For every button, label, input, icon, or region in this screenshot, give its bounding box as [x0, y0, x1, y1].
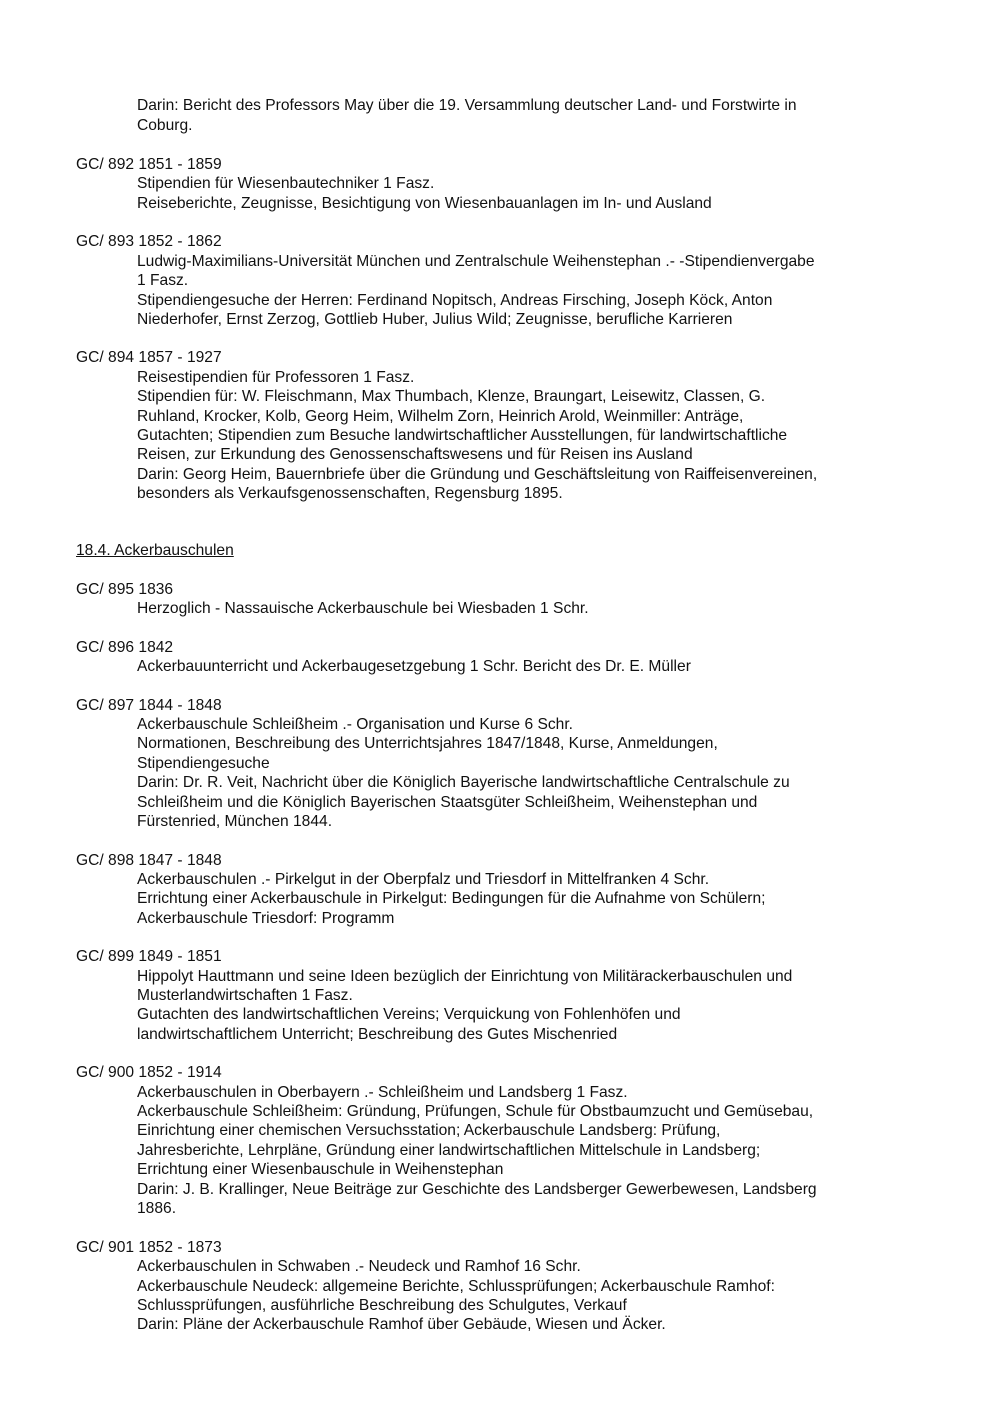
entry-line: Reisestipendien für Professoren 1 Fasz. [137, 369, 415, 386]
entry-line: Darin: Dr. R. Veit, Nachricht über die Königlich Bayerische landwirtschaftliche Centralschule zu [137, 774, 790, 791]
entry-heading: GC/ 901 1852 - 1873 [76, 1239, 222, 1256]
entry-line: Schleißheim und die Königlich Bayerischen Staatsgüter Schleißheim, Weihenstephan und [137, 794, 758, 811]
entry-line: landwirtschaftlichem Unterricht; Beschreibung des Gutes Mischenried [137, 1026, 618, 1043]
entry-line: Ackerbauschulen in Schwaben .- Neudeck und Ramhof 16 Schr. [137, 1258, 581, 1275]
entry-heading: GC/ 894 1857 - 1927 [76, 349, 222, 366]
entry-line: Normationen, Beschreibung des Unterrichtsjahres 1847/1848, Kurse, Anmeldungen, [137, 735, 718, 752]
entry-line: Schlussprüfungen, ausführliche Beschreibung des Schulgutes, Verkauf [137, 1297, 627, 1314]
entry-line: Errichtung einer Ackerbauschule in Pirkelgut: Bedingungen für die Aufnahme von Schülern; [137, 890, 766, 907]
entry-line: Darin: Georg Heim, Bauernbriefe über die Gründung und Geschäftsleitung von Raiffeisenvereinen, [137, 466, 818, 483]
entry-line: Ludwig-Maximilians-Universität München und Zentralschule Weihenstephan .- -Stipendienvergabe [137, 253, 815, 270]
entry-line: Ackerbauschule Neudeck: allgemeine Berichte, Schlussprüfungen; Ackerbauschule Ramhof: [137, 1278, 775, 1295]
entry-line: besonders als Verkaufsgenossenschaften, Regensburg 1895. [137, 485, 563, 502]
intro-line: Darin: Bericht des Professors May über die 19. Versammlung deutscher Land- und Forstwirte in [137, 97, 797, 114]
entry-line: Stipendiengesuche der Herren: Ferdinand Nopitsch, Andreas Firsching, Joseph Köck, Anton [137, 292, 773, 309]
entry-heading: GC/ 899 1849 - 1851 [76, 948, 222, 965]
entry-line: Ackerbauunterricht und Ackerbaugesetzgebung 1 Schr. Bericht des Dr. E. Müller [137, 658, 691, 675]
entry-heading: GC/ 895 1836 [76, 581, 174, 598]
entry-line: 1886. [137, 1200, 177, 1217]
entry-line: Ruhland, Krocker, Kolb, Georg Heim, Wilhelm Zorn, Heinrich Arold, Weinmiller: Anträge, [137, 408, 744, 425]
entry-line: Stipendien für Wiesenbautechniker 1 Fasz. [137, 175, 435, 192]
entry-line: Darin: Pläne der Ackerbauschule Ramhof über Gebäude, Wiesen und Äcker. [137, 1316, 666, 1333]
entry-line: 1 Fasz. [137, 272, 189, 289]
section-heading: 18.4. Ackerbauschulen [76, 542, 234, 559]
entry-heading: GC/ 896 1842 [76, 639, 174, 656]
entry-line: Ackerbauschulen in Oberbayern .- Schleißheim und Landsberg 1 Fasz. [137, 1084, 628, 1101]
entry-heading: GC/ 898 1847 - 1848 [76, 852, 222, 869]
entry-heading: GC/ 892 1851 - 1859 [76, 156, 222, 173]
entry-line: Hippolyt Hauttmann und seine Ideen bezüglich der Einrichtung von Militärackerbauschulen und [137, 968, 793, 985]
entry-line: Niederhofer, Ernst Zerzog, Gottlieb Huber, Julius Wild; Zeugnisse, berufliche Karrieren [137, 311, 733, 328]
entry-line: Einrichtung einer chemischen Versuchsstation; Ackerbauschule Landsberg: Prüfung, [137, 1122, 721, 1139]
intro-line: Coburg. [137, 117, 193, 134]
entry-line: Ackerbauschule Schleißheim .- Organisation und Kurse 6 Schr. [137, 716, 573, 733]
entry-line: Ackerbauschule Triesdorf: Programm [137, 910, 395, 927]
entry-line: Gutachten des landwirtschaftlichen Vereins; Verquickung von Fohlenhöfen und [137, 1006, 681, 1023]
entry-heading: GC/ 897 1844 - 1848 [76, 697, 222, 714]
entry-line: Stipendiengesuche [137, 755, 270, 772]
entry-line: Errichtung einer Wiesenbauschule in Weihenstephan [137, 1161, 504, 1178]
entry-line: Reisen, zur Erkundung des Genossenschaftswesens und für Reisen ins Ausland [137, 446, 693, 463]
entry-heading: GC/ 893 1852 - 1862 [76, 233, 222, 250]
entry-line: Fürstenried, München 1844. [137, 813, 333, 830]
entry-line: Musterlandwirtschaften 1 Fasz. [137, 987, 353, 1004]
entry-line: Jahresberichte, Lehrpläne, Gründung einer landwirtschaftlichen Mittelschule in Landsberg; [137, 1142, 761, 1159]
entry-line: Ackerbauschulen .- Pirkelgut in der Oberpfalz und Triesdorf in Mittelfranken 4 Schr. [137, 871, 710, 888]
entry-line: Ackerbauschule Schleißheim: Gründung, Prüfungen, Schule für Obstbaumzucht und Gemüsebau, [137, 1103, 814, 1120]
entry-line: Reiseberichte, Zeugnisse, Besichtigung von Wiesenbauanlagen im In- und Ausland [137, 195, 712, 212]
entry-heading: GC/ 900 1852 - 1914 [76, 1064, 222, 1081]
entry-line: Gutachten; Stipendien zum Besuche landwirtschaftlicher Ausstellungen, für landwirtschaftliche [137, 427, 788, 444]
entry-line: Herzoglich - Nassauische Ackerbauschule bei Wiesbaden 1 Schr. [137, 600, 589, 617]
entry-line: Darin: J. B. Krallinger, Neue Beiträge zur Geschichte des Landsberger Gewerbewesen, Landsberg [137, 1181, 817, 1198]
entry-line: Stipendien für: W. Fleischmann, Max Thumbach, Klenze, Braungart, Leisewitz, Classen, G. [137, 388, 766, 405]
